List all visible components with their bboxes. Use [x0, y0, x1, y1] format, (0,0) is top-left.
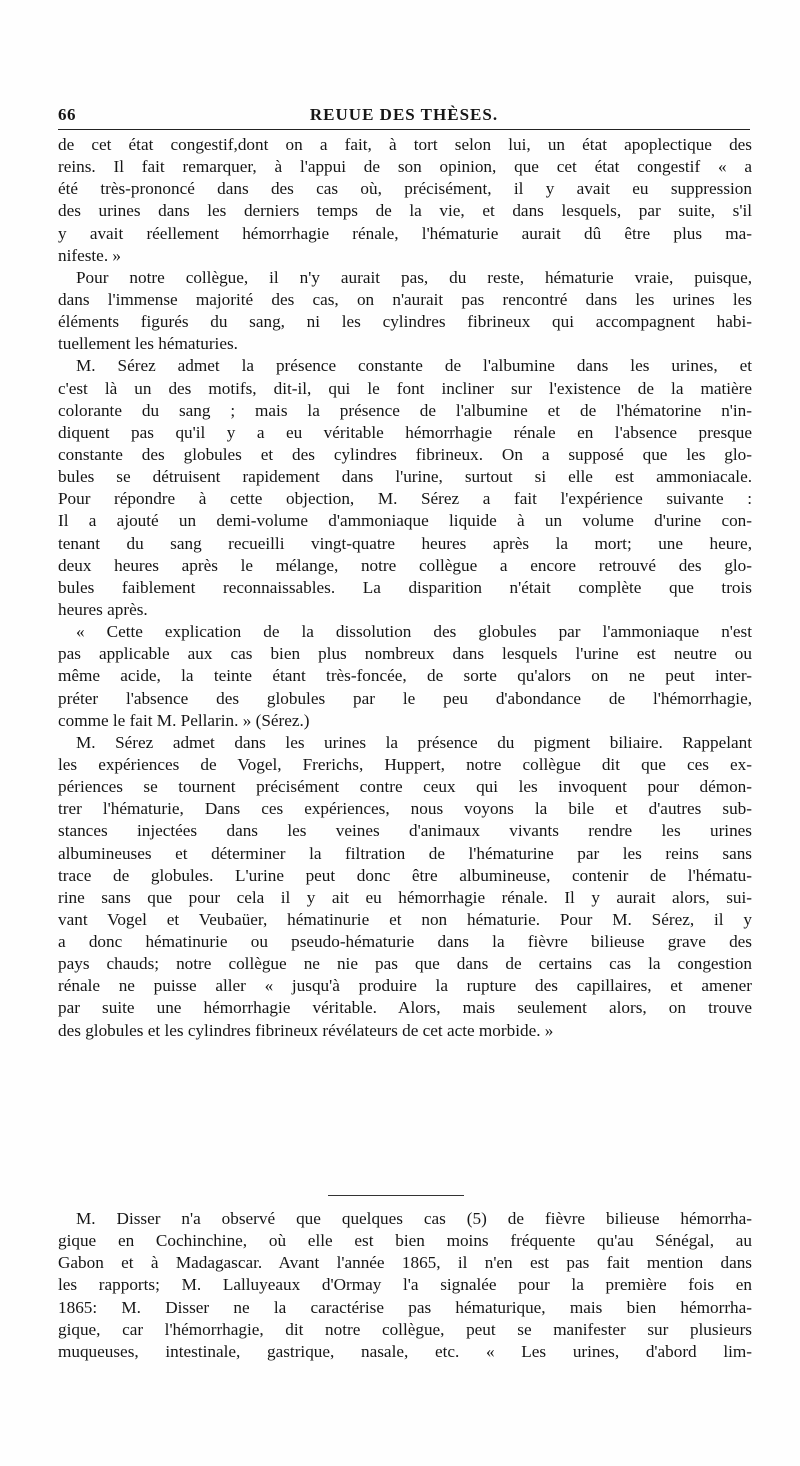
text-line: albumineuses et déterminer la filtration de l'hématurine par les reins sans [58, 843, 752, 863]
text-line: « Cette explication de la dissolution des globules par l'ammoniaque n'est [76, 622, 752, 642]
text-line: colorante du sang ; mais la présence de l'albumine et de l'hématorine n'in- [58, 400, 752, 420]
text-line: stances injectées dans les veines d'animaux vivants rendre les urines [58, 821, 752, 841]
text-line: diquent pas qu'il y a eu véritable hémorrhagie rénale en l'absence presque [58, 422, 752, 442]
text-line: reins. Il fait remarquer, à l'appui de son opinion, que cet état congestif « a [58, 157, 752, 177]
body-text-section-one [58, 134, 752, 1042]
text-line: M. Sérez admet la présence constante de l'albumine dans les urines, et [76, 356, 752, 376]
text-line: pas applicable aux cas bien plus nombreux dans lesquels l'urine est neutre ou [58, 644, 752, 664]
text-line: bules se détruisent rapidement dans l'urine, surtout si elle est ammoniacale. [58, 467, 752, 487]
page-header [58, 105, 750, 130]
text-line: M. Disser n'a observé que quelques cas (5) de fièvre bilieuse hémorrha- [76, 1209, 752, 1228]
text-line: dans l'immense majorité des cas, on n'aurait pas rencontré dans les urines les [58, 289, 752, 309]
text-line: y avait réellement hémorrhagie rénale, l'hématurie aurait dû être plus ma- [58, 223, 752, 243]
text-line: Gabon et à Madagascar. Avant l'année 1865, il n'en est pas fait mention dans [58, 1253, 752, 1273]
text-line: constante des globules et des cylindres fibrineux. On a supposé que les glo- [58, 444, 752, 464]
text-line: muqueuses, intestinale, gastrique, nasale, etc. « Les urines, d'abord lim- [58, 1341, 752, 1361]
text-line: trer l'hématurie, Dans ces expériences, nous voyons la bile et d'autres sub- [58, 799, 752, 819]
text-line: M. Sérez admet dans les urines la présence du pigment biliaire. Rappelant [76, 732, 752, 752]
text-line: comme le fait M. Pellarin. » (Sérez.) [58, 710, 310, 730]
text-line: tenant du sang recueilli vingt-quatre heures après la mort; une heure, [58, 533, 752, 553]
text-line: c'est là un des motifs, dit-il, qui le font incliner sur l'existence de la matière [58, 378, 752, 398]
text-line: rénale ne puisse aller « jusqu'à produire la rupture des capillaires, et amener [58, 976, 752, 996]
text-line: par suite une hémorrhagie véritable. Alors, mais seulement alors, on trouve [58, 998, 752, 1018]
text-line: trace de globules. L'urine peut donc être albumineuse, contenir de l'hématu- [58, 865, 752, 885]
text-line: gique, car l'hémorrhagie, dit notre collègue, peut se manifester sur plusieurs [58, 1319, 752, 1339]
text-line: rine sans que pour cela il y ait eu hémorrhagie rénale. Il y aurait alors, sui- [58, 887, 752, 907]
text-line: bules faiblement reconnaissables. La disparition n'était complète que trois [58, 577, 752, 597]
text-line: de cet état congestif,dont on a fait, à tort selon lui, un état apoplectique des [58, 135, 752, 154]
text-line: pays chauds; notre collègue ne nie pas que dans de certains cas la congestion [58, 954, 752, 974]
text-line: a donc hématinurie ou pseudo-hématurie dans la fièvre bilieuse grave des [58, 932, 752, 952]
text-line: heures après. [58, 599, 148, 619]
text-line: été très-prononcé dans des cas où, précisément, il y avait eu suppression [58, 179, 752, 199]
body-text-section-two [58, 1208, 752, 1363]
text-line: Il a ajouté un demi-volume d'ammoniaque liquide à un volume d'urine con- [58, 511, 752, 531]
text-line: Pour notre collègue, il n'y aurait pas, du reste, hématurie vraie, puisque, [76, 267, 752, 287]
text-line: éléments figurés du sang, ni les cylindres fibrineux qui accompagnent habi- [58, 312, 752, 332]
text-line: périences se tournent précisément contre ceux qui les invoquent pour démon- [58, 777, 752, 797]
text-line: même acide, la teinte étant très-foncée, de sorte qu'alors on ne peut inter- [58, 666, 752, 686]
text-line: nifeste. » [58, 245, 122, 265]
page-number: 66 [58, 105, 76, 124]
text-line: Pour répondre à cette objection, M. Sérez a fait l'expérience suivante : [58, 489, 752, 509]
text-line: tuellement les hématuries. [58, 334, 238, 354]
text-line: vant Vogel et Veubaüer, hématinurie et non hématurie. Pour M. Sérez, il y [58, 909, 752, 929]
text-line: les expériences de Vogel, Frerichs, Huppert, notre collègue dit que ces ex- [58, 754, 752, 774]
text-line: préter l'absence des globules par le peu d'abondance de l'hémorrhagie, [58, 688, 752, 708]
text-line: gique en Cochinchine, où elle est bien moins fréquente qu'au Sénégal, au [58, 1231, 752, 1251]
text-line: des urines dans les derniers temps de la vie, et dans lesquels, par suite, s'il [58, 201, 752, 221]
text-line: des globules et les cylindres fibrineux révélateurs de cet acte morbide. » [58, 1020, 554, 1040]
text-line: 1865: M. Disser ne la caractérise pas hématurique, mais bien hémorrha- [58, 1297, 752, 1317]
section-divider [328, 1195, 464, 1196]
text-line: deux heures après le mélange, notre collègue a encore retrouvé des glo- [58, 555, 752, 575]
running-title: REUUE DES THÈSES. [309, 105, 499, 124]
text-line: les rapports; M. Lalluyeaux d'Ormay l'a signalée pour la première fois en [58, 1275, 752, 1295]
